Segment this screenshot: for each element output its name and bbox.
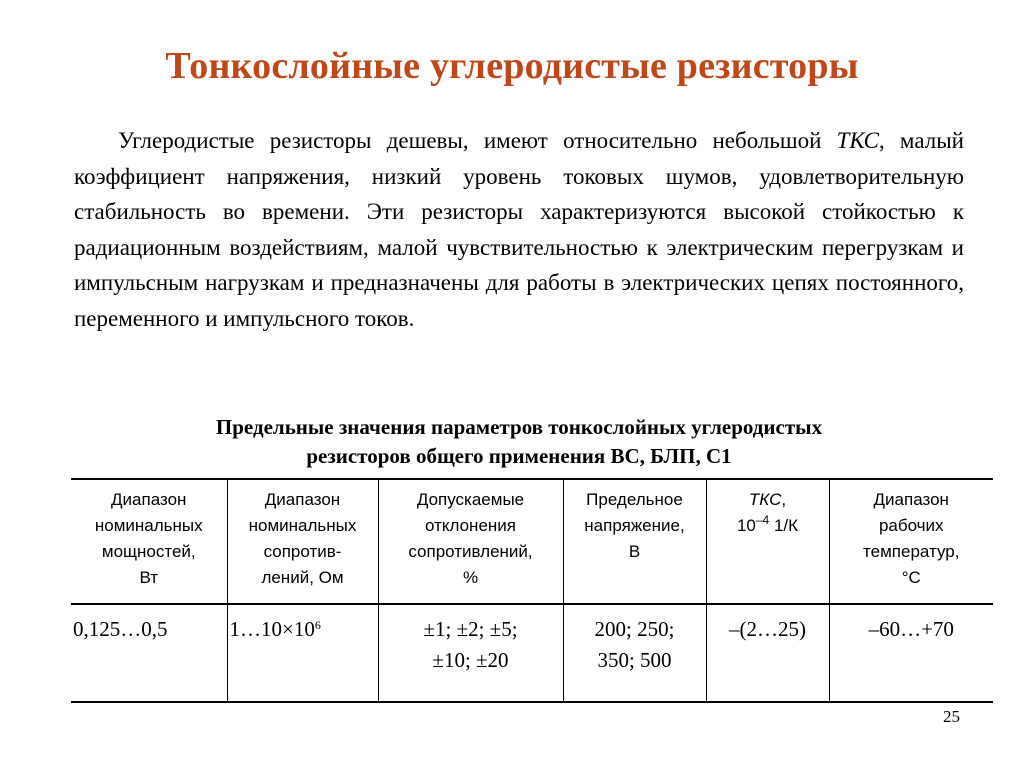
header-line [711,513,825,539]
header-line: Предельное [586,490,683,509]
header-line: Допускаемые [416,490,525,509]
cell-resistance [227,604,378,702]
header-line: Вт [139,568,159,587]
resistance-base: 1…10×10 [229,617,315,641]
header-line: сопротив- [263,542,342,561]
header-line: Диапазон [264,490,341,509]
paragraph-text-end: , малый коэффициент напряжения, низкий уровень токовых шумов, удовлетворительную стабильность во времени. Эти резисторы характеризуются высокой стойкостью к радиационным воздействиям, малой чувствительностью к электрическим перегрузкам и импульсным нагрузкам и предназначены для работы в электрических цепях постоянного, переменного и импульсного токов. [74,128,964,331]
cell-tolerance [378,604,563,702]
header-line: номинальных [94,516,203,535]
header-line: мощностей, [101,542,196,561]
tks-exponent: –4 [755,513,770,527]
tks-unit: 1/К [769,516,799,535]
header-line: лений, Ом [261,568,344,587]
table-header-row [71,479,993,604]
header-line: В [628,542,641,561]
tks-base: 10 [736,516,756,535]
resistance-exponent: 6 [314,618,321,632]
table-caption-line-1: Предельные значения параметров тонкослойных углеродистых [215,415,823,439]
header-line: сопротивлений, [408,542,533,561]
cell-voltage [563,604,706,702]
header-line: температур, [863,542,960,561]
description-paragraph [74,123,964,336]
voltage-line: 200; 250; [594,617,675,641]
tks-label: ТКС [748,490,782,509]
voltage-line: 350; 500 [597,648,672,672]
header-line: отклонения [425,516,516,535]
header-line: Диапазон [111,490,187,509]
tks-term: ТКС [836,128,879,153]
tks-comma: , [781,490,787,509]
cell-tks: –(2…25) [706,604,829,702]
parameters-table [71,478,993,703]
table-caption-line-2: резисторов общего применения ВС, БЛП, С1 [306,444,732,468]
header-line: % [462,568,479,587]
header-line: °С [901,568,921,587]
page-number: 25 [943,707,960,726]
cell-temperature: –60…+70 [829,604,993,702]
header-line: Диапазон [873,490,949,509]
header-power-range [71,479,227,604]
header-line: рабочих [878,516,944,535]
tolerance-line: ±10; ±20 [432,648,509,672]
header-line: напряжение, [584,516,685,535]
header-tks [706,479,829,604]
header-temperature-range [829,479,993,604]
table-row [71,604,993,702]
header-line [711,487,825,513]
tolerance-line: ±1; ±2; ±5; [423,617,518,641]
header-resistance-range [227,479,378,604]
header-line: номинальных [248,516,357,535]
paragraph-text-start: Углеродистые резисторы дешевы, имеют относительно небольшой [118,128,837,153]
header-voltage [563,479,706,604]
cell-power: 0,125…0,5 [71,604,227,702]
slide-title: Тонкослойные углеродистые резисторы [165,45,859,87]
table-caption [74,413,964,471]
header-tolerance [378,479,563,604]
